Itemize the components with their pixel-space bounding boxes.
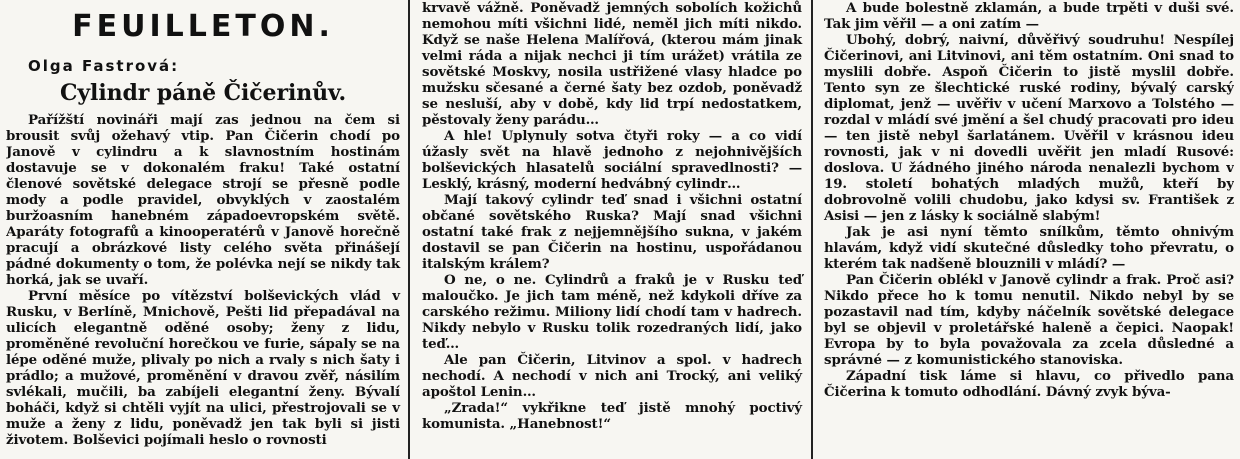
paragraph: „Zrada!“ vykřikne teď jistě mnohý poctivý komunista. „Hanebnost!“ <box>422 400 802 432</box>
paragraph: Mají takový cylindr teď snad i všichni ostatní občané sovětského Ruska? Mají snad všichni ostatní také frak z nejjemnějšího sukna, v jakém dostavil se pan Čičerin na hostinu, uspořádanou italským králem? <box>422 192 802 272</box>
article-title: Cylindr páně Čičerinův. <box>59 80 347 106</box>
paragraph: krvavě vážně. Poněvadž jemných sobolích kožichů nemohou míti všichni lidé, neměl jich míti nikdo. Když se naše Helena Malířová, (kterou mám jinak velmi ráda a nijak nechci ji tím urážet) vrátila ze sovětské Moskvy, nosila ustřižené vlasy hladce po mužsku sčesané a černé šaty bez ozdob, poněvadž se nesluší, aby v době, kdy lid trpí nedostatkem, pěstovaly ženy parádu… <box>422 0 802 128</box>
paragraph: Ale pan Čičerin, Litvinov a spol. v hadrech nechodí. A nechodí v nich ani Trocký, ani veliký apoštol Lenin… <box>422 352 802 400</box>
column-1 <box>6 0 408 459</box>
paragraph: Pařížští novináři mají zas jednou na čem si brousit svůj ožehavý vtip. Pan Čičerin chodí po Janově v cylindru a k slavnostním hostinám dostavuje se v dokonalém fraku! Také ostatní členové sovětské delegace strojí se přesně podle mody a podle pravidel, obvyklých v zaostalém buržoasním hanebném západoevropském světě. Aparáty fotografů a kinooperatérů v Janově horečně pracují a obrázkové listy celého světa přinášejí pádné dokumenty o tom, že polévka nejí se nikdy tak horká, jak se uvaří. <box>6 112 400 288</box>
column-divider <box>811 0 813 459</box>
paragraph: Pan Čičerin oblékl v Janově cylindr a frak. Proč asi? Nikdo přece ho k tomu nenutil. Nikdo nebyl by se pozastavil nad tím, kdyby náčelník sovětské delegace byl se objevil v proletářské haleně a čepici. Naopak! Evropa by to byla považovala za zcela důsledné a správné — z komunistického stanoviska. <box>824 272 1234 368</box>
section-title: FEUILLETON. <box>72 9 334 44</box>
paragraph: Ubohý, dobrý, naivní, důvěřivý soudruhu! Nespílej Čičerinovi, ani Litvinovi, ani těm ostatním. Oni snad to myslili dobře. Aspoň Čičerin to jistě myslil dobře. Tento syn ze šlechtické ruské rodiny, bývalý carský diplomat, jenž — uvěřiv v učení Marxovo a Tolstého — rozdal v mládí své jmění a šel chudý pracovati pro ideu — ten jistě nebyl šarlatánem. Uvěřil v krásnou ideu rovnosti, jak v ni dovedli uvěřit jen mladí Rusové: doslova. U žádného jiného národa nenalezli bychom v 19. století bohatých mladých mužů, kteří by dobrovolně volili chudobu, jako kdysi sv. František z Asisi — jen z lásky k sociálně slabým! <box>824 32 1234 224</box>
column-3 <box>816 0 1234 459</box>
paragraph: Západní tisk láme si hlavu, co přivedlo pana Čičerina k tomuto odhodlání. Dávný zvyk býva- <box>824 368 1234 400</box>
column-divider <box>408 0 410 459</box>
column-2 <box>414 0 810 459</box>
paragraph: O ne, o ne. Cylindrů a fraků je v Rusku teď maloučko. Je jich tam méně, než kdykoli dříve za carského režimu. Miliony lidí chodí tam v hadrech. Nikdy nebylo v Rusku tolik rozedraných lidí, jako teď… <box>422 272 802 352</box>
paragraph: Jak je asi nyní těmto snílkům, těmto ohnivým hlavám, když vidí skutečné důsledky toho převratu, o kterém tak nadšeně blouznili v mládí? — <box>824 224 1234 272</box>
paragraph: A bude bolestně zklamán, a bude trpěti v duši své. Tak jim věřil — a oni zatím — <box>824 0 1234 32</box>
paragraph: První měsíce po vítězství bolševických vlád v Rusku, v Berlíně, Mnichově, Pešti lid přepadával na ulicích elegantně oděné osoby; ženy z lidu, proměněné revoluční horečkou ve furie, sápaly se na lépe oděné muže, plivaly po nich a rvaly s nich šaty i prádlo; a mužové, proměnění v dravou zvěř, násilím svlékali, mučili, ba zabíjeli elegantní ženy. Bývalí boháči, když si chtěli vyjít na ulici, přestrojovali se v muže a ženy z lidu, poněvadž jen tak byli si jisti životem. Bolševici pojímali heslo o rovnosti <box>6 288 400 448</box>
author-byline: Olga Fastrová: <box>28 57 180 75</box>
paragraph: A hle! Uplynuly sotva čtyři roky — a co vidí úžasly svět na hlavě jednoho z nejohnivějších bolševických hlasatelů sociální spravedlnosti? — Lesklý, krásný, moderní hedvábný cylindr… <box>422 128 802 192</box>
